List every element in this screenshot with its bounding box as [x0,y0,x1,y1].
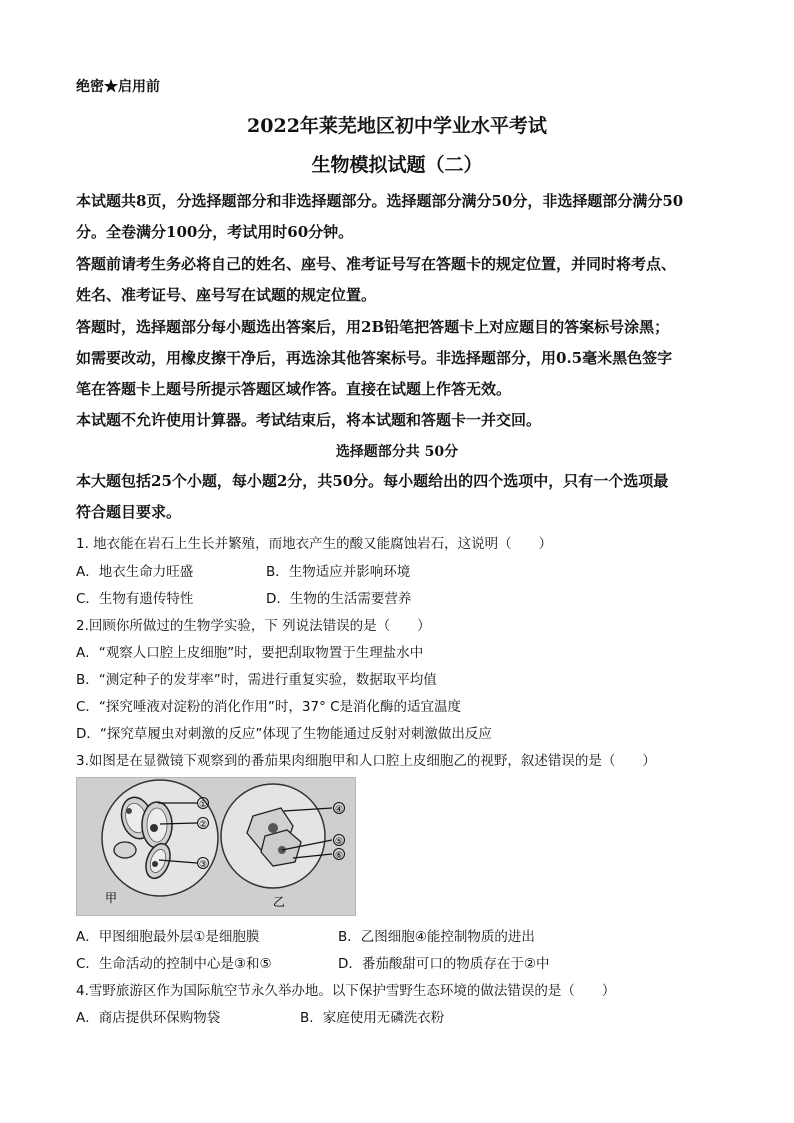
question-1-option-b: B．生物适应并影响环境 [266,564,411,580]
marker-5: ⑤ [334,837,344,847]
marker-4: ④ [334,805,344,815]
question-2-option-b: B．“测定种子的发芽率”时，需进行重复实验，数据取平均值 [76,672,437,688]
instruction-line: 答题前请考生务必将自己的姓名、座号、准考证号写在答题卡的规定位置，并同时将考点、 [76,255,677,273]
question-1-option-a: A．地衣生命力旺盛 [76,564,194,580]
instruction-line: 笔在答题卡上题号所提示答题区域作答。直接在试题上作答无效。 [76,380,512,398]
instruction-line: 答题时，选择题部分每小题选出答案后，用2B铅笔把答题卡上对应题目的答案标号涂黑； [76,318,670,336]
question-1-option-d: D．生物的生活需要营养 [266,591,412,607]
figure-label-jia: 甲 [105,891,118,905]
section-description: 符合题目要求。 [76,503,182,521]
section-description: 本大题包括25个小题，每小题2分，共50分。每小题给出的四个选项中，只有一个选项最 [76,472,669,490]
question-4-option-b: B．家庭使用无磷洗衣粉 [300,1010,445,1026]
marker-2: ② [198,820,208,830]
figure-label-yi: 乙 [273,895,286,909]
question-2-stem: 2.回顾你所做过的生物学实验，下 列说法错误的是（ ） [76,618,431,634]
cell-micrograph-image [77,778,355,915]
exam-title: 2022年莱芜地区初中学业水平考试 [247,115,547,137]
exam-subtitle: 生物模拟试题（二） [311,154,483,176]
nucleus [150,824,158,832]
question-2-option-c: C．“探究唾液对淀粉的消化作用”时，37° C是消化酶的适宜温度 [76,699,462,715]
nucleus [268,823,278,833]
instruction-line: 姓名、准考证号、座号写在试题的规定位置。 [76,286,377,304]
instruction-line: 分。全卷满分100分，考试用时60分钟。 [76,223,354,241]
question-3-option-d: D．番茄酸甜可口的物质存在于②中 [338,956,550,972]
instruction-line: 本试题共8页，分选择题部分和非选择题部分。选择题部分满分50分，非选择题部分满分50 [76,192,684,210]
question-2-option-a: A．“观察人口腔上皮细胞”时，要把刮取物置于生理盐水中 [76,645,424,661]
question-3-option-c: C．生命活动的控制中心是③和⑤ [76,956,272,972]
nucleus [126,808,132,814]
instruction-line: 如需要改动，用橡皮擦干净后，再选涂其他答案标号。非选择题部分，用0.5毫米黑色签字 [76,349,673,367]
question-1-stem: 1. 地衣能在岩石上生长并繁殖，而地衣产生的酸又能腐蚀岩石，这说明（ ） [76,536,553,552]
instruction-line: 本试题不允许使用计算器。考试结束后，将本试题和答题卡一并交回。 [76,411,542,429]
question-3-option-a: A．甲图细胞最外层①是细胞膜 [76,929,260,945]
marker-6: ⑥ [334,851,344,861]
cell-micrograph-figure [76,777,356,916]
question-3-stem: 3.如图是在显微镜下观察到的番茄果肉细胞甲和人口腔上皮细胞乙的视野，叙述错误的是（ ） [76,753,656,769]
confidential-mark: 绝密★启用前 [76,79,160,95]
marker-1: ① [198,800,208,810]
nucleus [152,861,158,867]
section-heading: 选择题部分共 50分 [335,444,459,460]
marker-3: ③ [198,860,208,870]
question-4-stem: 4.雪野旅游区作为国际航空节永久举办地。以下保护雪野生态环境的做法错误的是（ ） [76,983,616,999]
tomato-cell [114,842,136,858]
question-1-option-c: C．生物有遗传特性 [76,591,194,607]
question-3-option-b: B．乙图细胞④能控制物质的进出 [338,929,535,945]
question-4-option-a: A．商店提供环保购物袋 [76,1010,221,1026]
question-2-option-d: D．“探究草履虫对刺激的反应”体现了生物能通过反射对刺激做出反应 [76,726,492,742]
